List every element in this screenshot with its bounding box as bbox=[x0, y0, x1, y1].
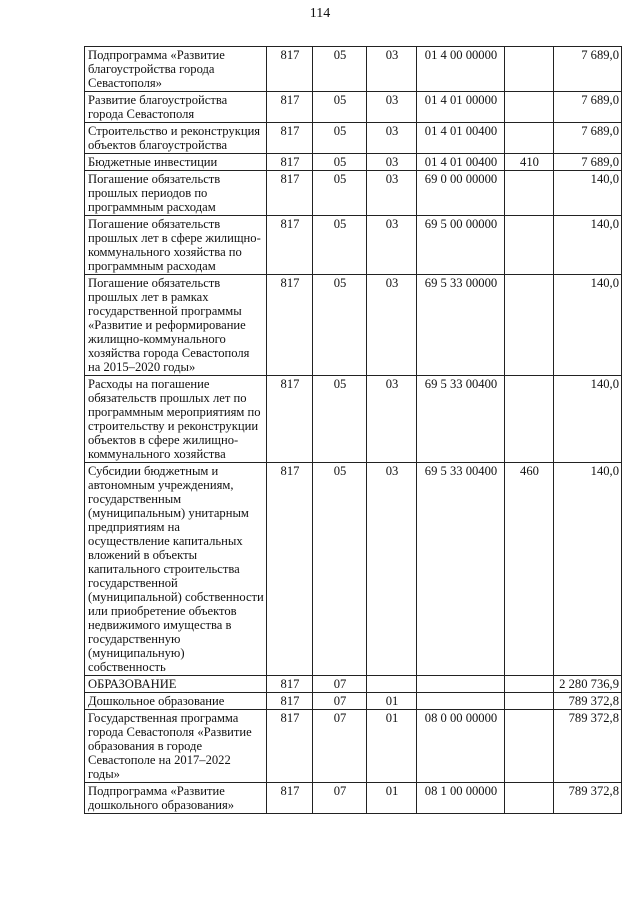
target-article-code: 08 1 00 00000 bbox=[417, 783, 505, 814]
admin-code: 817 bbox=[267, 47, 313, 92]
expense-type-code: 460 bbox=[505, 463, 554, 676]
subsection-code bbox=[367, 676, 417, 693]
subsection-code: 03 bbox=[367, 216, 417, 275]
section-code: 07 bbox=[313, 676, 367, 693]
expense-type-code bbox=[505, 275, 554, 376]
amount: 2 280 736,9 bbox=[554, 676, 622, 693]
expense-type-code bbox=[505, 693, 554, 710]
admin-code: 817 bbox=[267, 693, 313, 710]
section-code: 07 bbox=[313, 710, 367, 783]
table-row bbox=[85, 154, 622, 171]
subsection-code: 03 bbox=[367, 154, 417, 171]
expense-type-code: 410 bbox=[505, 154, 554, 171]
amount: 789 372,8 bbox=[554, 693, 622, 710]
subsection-code: 01 bbox=[367, 783, 417, 814]
target-article-code: 08 0 00 00000 bbox=[417, 710, 505, 783]
amount: 789 372,8 bbox=[554, 710, 622, 783]
item-name: Государственная программа города Севастополя «Развитие образования в городе Севастополе на 2017–2022 годы» bbox=[85, 710, 267, 783]
item-name: Расходы на погашение обязательств прошлых лет по программным мероприятиям по строительству и реконструкции объектов в сфере жилищно-коммунального хозяйства bbox=[85, 376, 267, 463]
expense-type-code bbox=[505, 783, 554, 814]
section-code: 05 bbox=[313, 47, 367, 92]
admin-code: 817 bbox=[267, 463, 313, 676]
item-name: ОБРАЗОВАНИЕ bbox=[85, 676, 267, 693]
table-row bbox=[85, 710, 622, 783]
section-code: 05 bbox=[313, 154, 367, 171]
table-row bbox=[85, 783, 622, 814]
item-name: Дошкольное образование bbox=[85, 693, 267, 710]
target-article-code: 69 5 33 00400 bbox=[417, 376, 505, 463]
table-row bbox=[85, 216, 622, 275]
admin-code: 817 bbox=[267, 783, 313, 814]
subsection-code: 03 bbox=[367, 47, 417, 92]
item-name: Строительство и реконструкция объектов благоустройства bbox=[85, 123, 267, 154]
amount: 140,0 bbox=[554, 275, 622, 376]
expense-type-code bbox=[505, 676, 554, 693]
target-article-code bbox=[417, 676, 505, 693]
admin-code: 817 bbox=[267, 376, 313, 463]
section-code: 05 bbox=[313, 463, 367, 676]
expense-type-code bbox=[505, 47, 554, 92]
amount: 140,0 bbox=[554, 171, 622, 216]
page-number: 114 bbox=[309, 6, 331, 21]
section-code: 05 bbox=[313, 376, 367, 463]
table-row bbox=[85, 463, 622, 676]
amount: 140,0 bbox=[554, 463, 622, 676]
table-row bbox=[85, 123, 622, 154]
table-row bbox=[85, 92, 622, 123]
item-name: Подпрограмма «Развитие дошкольного образования» bbox=[85, 783, 267, 814]
item-name: Погашение обязательств прошлых лет в рамках государственной программы «Развитие и реформирование жилищно-коммунального хозяйства города Севастополя на 2015–2020 годы» bbox=[85, 275, 267, 376]
section-code: 05 bbox=[313, 216, 367, 275]
item-name: Субсидии бюджетным и автономным учреждениям, государственным (муниципальным) унитарным предприятиям на осуществление капитальных вложений в объекты капитального строительства государственной (муниципальной) собственности или приобретение объектов недвижимого имущества в государственную (муниципальную) собственность bbox=[85, 463, 267, 676]
expense-type-code bbox=[505, 216, 554, 275]
table-row bbox=[85, 693, 622, 710]
section-code: 07 bbox=[313, 693, 367, 710]
subsection-code: 01 bbox=[367, 710, 417, 783]
expense-type-code bbox=[505, 171, 554, 216]
table-row bbox=[85, 376, 622, 463]
admin-code: 817 bbox=[267, 123, 313, 154]
table-row bbox=[85, 275, 622, 376]
subsection-code: 03 bbox=[367, 171, 417, 216]
target-article-code: 69 5 33 00000 bbox=[417, 275, 505, 376]
item-name: Подпрограмма «Развитие благоустройства города Севастополя» bbox=[85, 47, 267, 92]
admin-code: 817 bbox=[267, 275, 313, 376]
admin-code: 817 bbox=[267, 92, 313, 123]
amount: 7 689,0 bbox=[554, 123, 622, 154]
subsection-code: 03 bbox=[367, 376, 417, 463]
expense-type-code bbox=[505, 710, 554, 783]
target-article-code: 69 5 33 00400 bbox=[417, 463, 505, 676]
amount: 140,0 bbox=[554, 216, 622, 275]
target-article-code: 69 0 00 00000 bbox=[417, 171, 505, 216]
admin-code: 817 bbox=[267, 710, 313, 783]
table-row bbox=[85, 47, 622, 92]
target-article-code: 69 5 00 00000 bbox=[417, 216, 505, 275]
item-name: Развитие благоустройства города Севастополя bbox=[85, 92, 267, 123]
subsection-code: 01 bbox=[367, 693, 417, 710]
section-code: 07 bbox=[313, 783, 367, 814]
subsection-code: 03 bbox=[367, 275, 417, 376]
subsection-code: 03 bbox=[367, 123, 417, 154]
subsection-code: 03 bbox=[367, 463, 417, 676]
budget-table bbox=[84, 46, 622, 814]
section-code: 05 bbox=[313, 275, 367, 376]
target-article-code: 01 4 01 00400 bbox=[417, 154, 505, 171]
target-article-code: 01 4 00 00000 bbox=[417, 47, 505, 92]
section-code: 05 bbox=[313, 123, 367, 154]
section-code: 05 bbox=[313, 171, 367, 216]
admin-code: 817 bbox=[267, 154, 313, 171]
expense-type-code bbox=[505, 92, 554, 123]
admin-code: 817 bbox=[267, 676, 313, 693]
section-code: 05 bbox=[313, 92, 367, 123]
table-row bbox=[85, 171, 622, 216]
amount: 7 689,0 bbox=[554, 92, 622, 123]
item-name: Бюджетные инвестиции bbox=[85, 154, 267, 171]
target-article-code bbox=[417, 693, 505, 710]
amount: 7 689,0 bbox=[554, 47, 622, 92]
expense-type-code bbox=[505, 123, 554, 154]
subsection-code: 03 bbox=[367, 92, 417, 123]
amount: 140,0 bbox=[554, 376, 622, 463]
item-name: Погашение обязательств прошлых лет в сфере жилищно-коммунального хозяйства по программным расходам bbox=[85, 216, 267, 275]
amount: 789 372,8 bbox=[554, 783, 622, 814]
expense-type-code bbox=[505, 376, 554, 463]
amount: 7 689,0 bbox=[554, 154, 622, 171]
target-article-code: 01 4 01 00000 bbox=[417, 92, 505, 123]
table-row bbox=[85, 676, 622, 693]
target-article-code: 01 4 01 00400 bbox=[417, 123, 505, 154]
item-name: Погашение обязательств прошлых периодов по программным расходам bbox=[85, 171, 267, 216]
admin-code: 817 bbox=[267, 216, 313, 275]
admin-code: 817 bbox=[267, 171, 313, 216]
